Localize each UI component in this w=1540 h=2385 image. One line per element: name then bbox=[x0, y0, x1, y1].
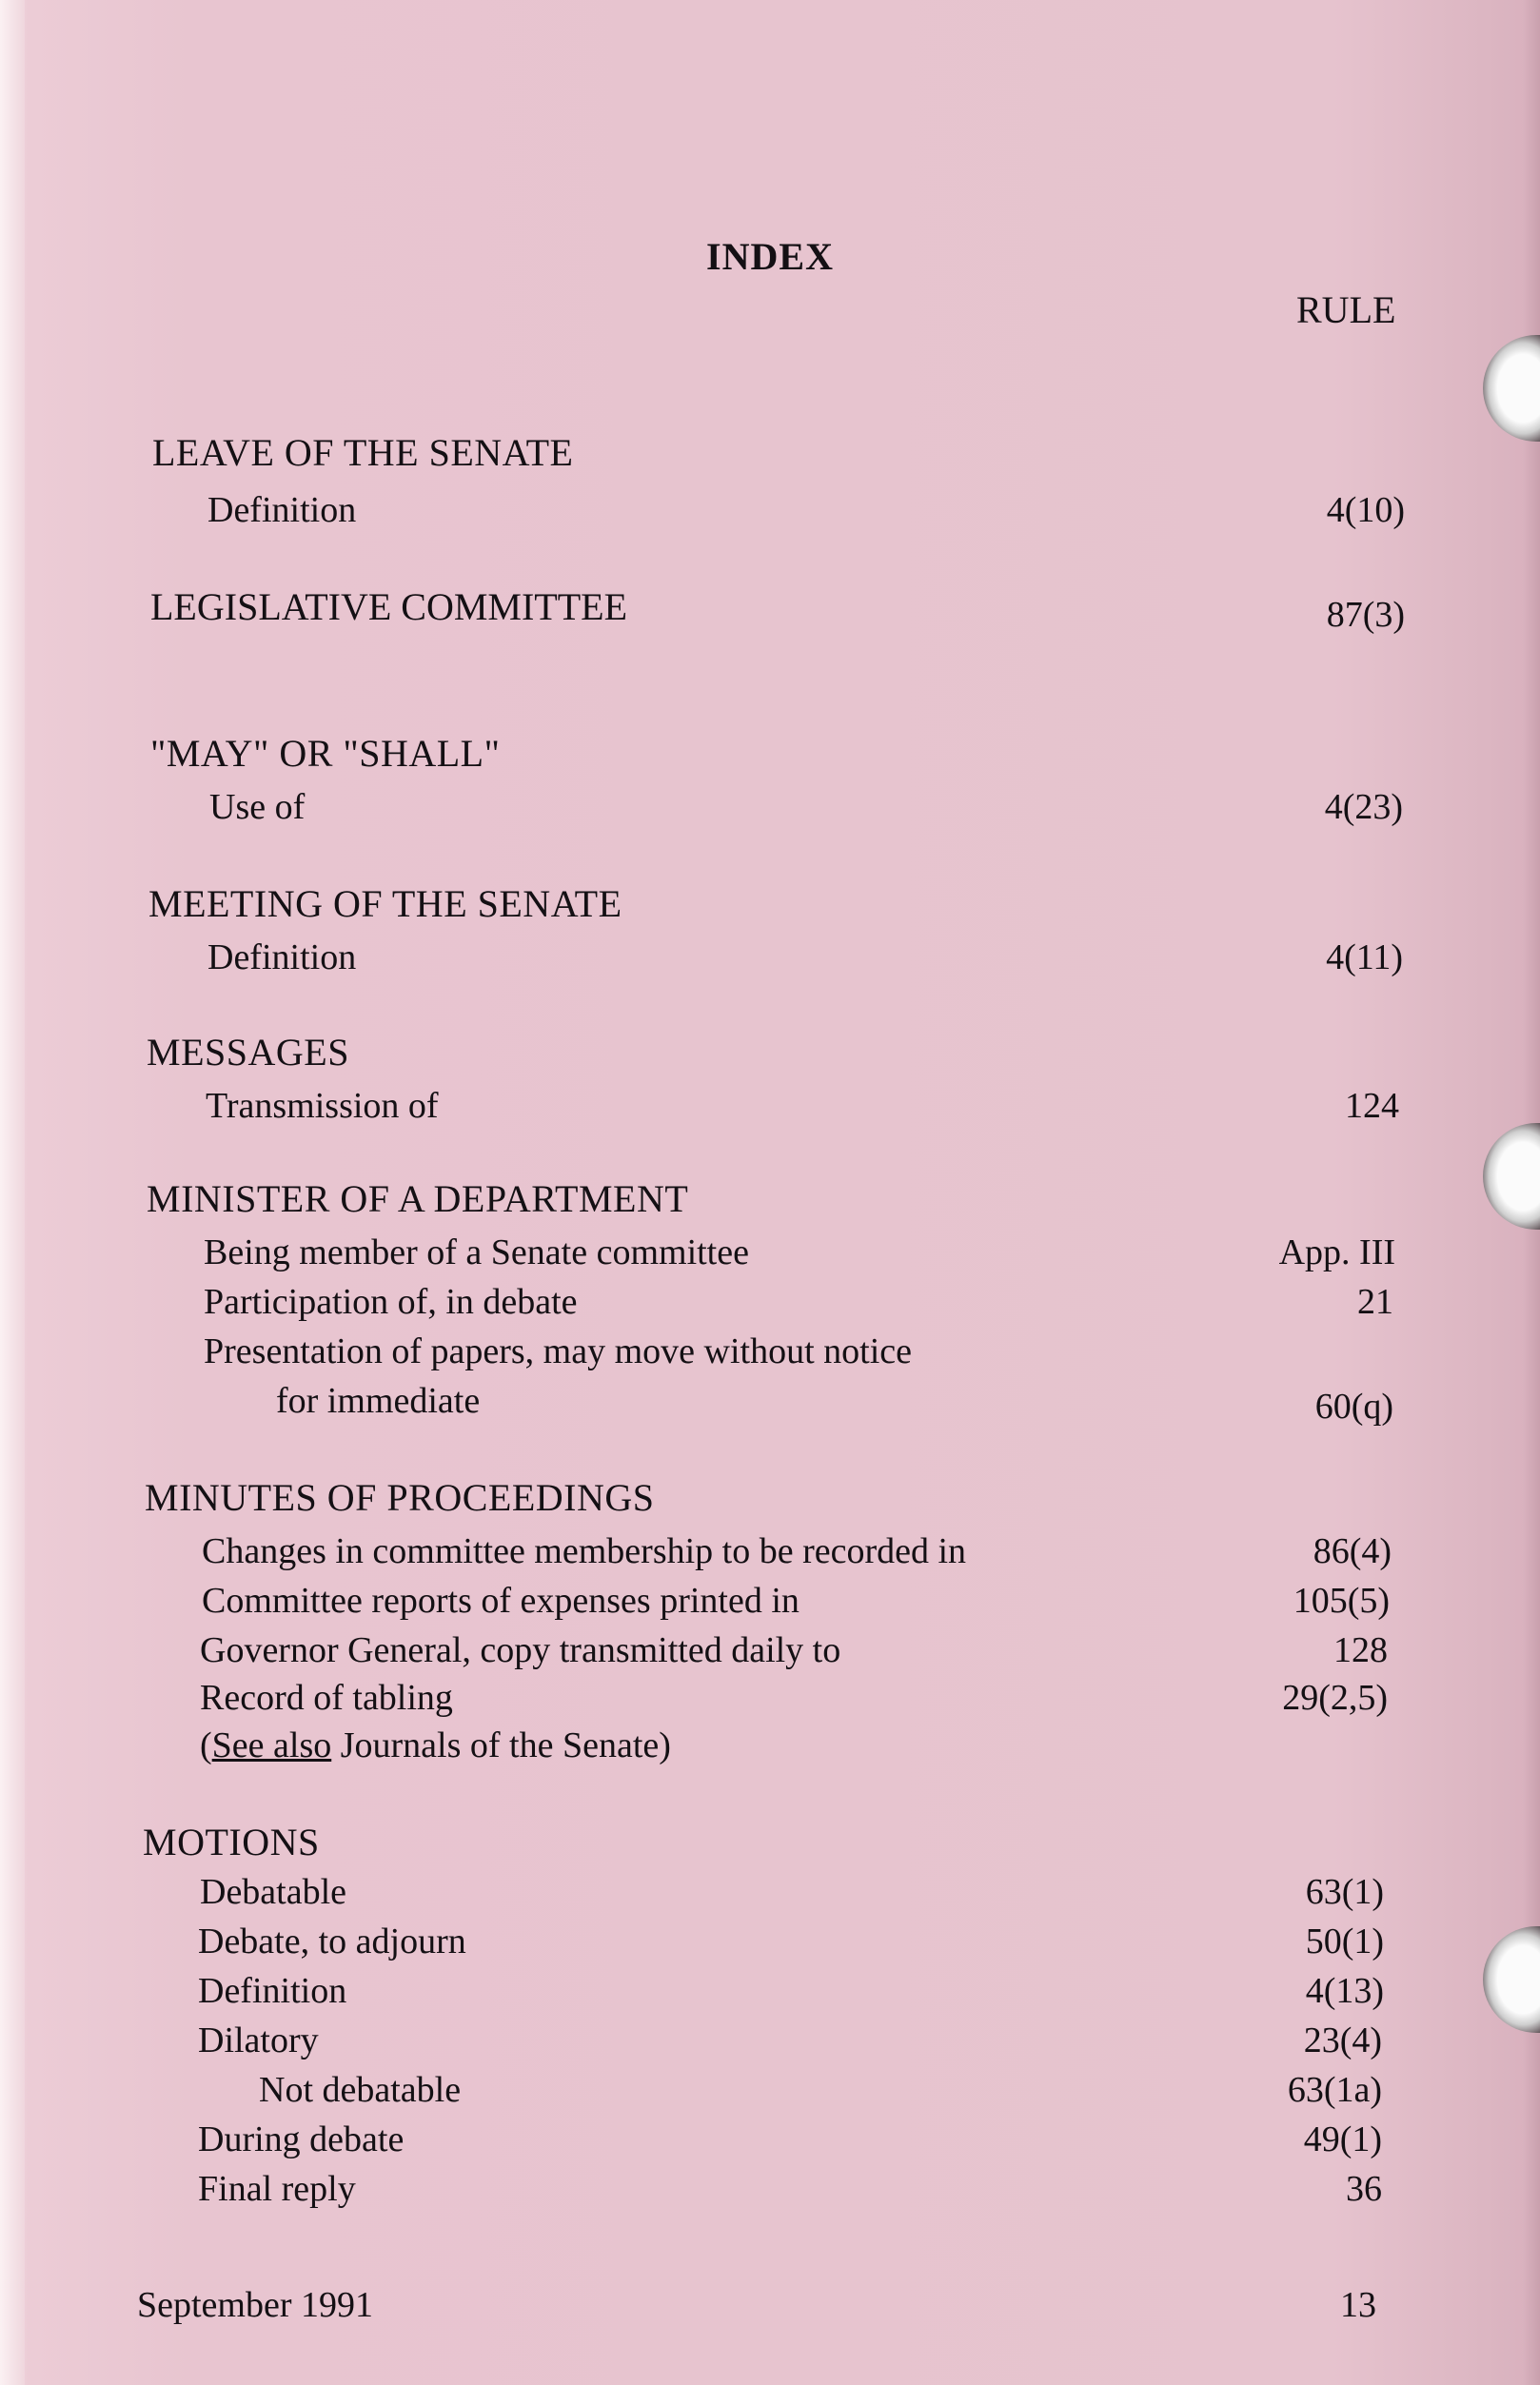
entry-text: Governor General, copy transmitted daily to bbox=[200, 1630, 841, 1670]
entry-rule: 4(13) bbox=[1305, 1971, 1384, 2011]
index-entry bbox=[200, 1626, 1388, 1675]
section-heading: MEETING OF THE SENATE bbox=[148, 882, 622, 925]
entry-rule: App. III bbox=[1278, 1232, 1395, 1272]
entry-text: Definition bbox=[198, 1971, 347, 2011]
index-entry bbox=[204, 1327, 1393, 1376]
entry-text bbox=[200, 1721, 671, 1770]
entry-rule: 105(5) bbox=[1293, 1581, 1390, 1621]
entry-rule: 60(q) bbox=[1314, 1387, 1393, 1427]
entry-rule: 21 bbox=[1357, 1282, 1393, 1322]
entry-text: Changes in committee membership to be recorded in bbox=[202, 1531, 967, 1571]
entry-text: Participation of, in debate bbox=[204, 1282, 578, 1322]
index-entry bbox=[209, 782, 1403, 832]
entry-rule: 63(1) bbox=[1305, 1872, 1384, 1912]
index-entry bbox=[207, 485, 1405, 535]
entry-rule: 63(1a) bbox=[1287, 2070, 1382, 2110]
index-entry bbox=[202, 1527, 1392, 1576]
entry-text: Definition bbox=[207, 937, 357, 977]
index-entry bbox=[198, 2016, 1382, 2065]
entry-rule: 36 bbox=[1346, 2169, 1382, 2209]
entry-rule: 50(1) bbox=[1305, 1922, 1384, 1961]
index-entry bbox=[207, 933, 1403, 982]
entry-text: Not debatable bbox=[259, 2070, 462, 2110]
section-heading: MINUTES OF PROCEEDINGS bbox=[145, 1476, 655, 1519]
entry-text: Transmission of bbox=[206, 1086, 439, 1126]
entry-text: Debate, to adjourn bbox=[198, 1922, 466, 1961]
rule-column-header: RULE bbox=[1296, 288, 1396, 331]
entry-rule: 4(23) bbox=[1324, 787, 1403, 827]
section-heading: LEGISLATIVE COMMITTEE bbox=[150, 585, 628, 628]
index-entry bbox=[206, 1081, 1399, 1131]
entry-rule: 87(3) bbox=[1326, 595, 1405, 635]
index-entry bbox=[204, 1228, 1395, 1277]
entry-rule: 29(2,5) bbox=[1282, 1678, 1388, 1718]
entry-text: Final reply bbox=[198, 2169, 356, 2209]
index-entry bbox=[200, 1867, 1384, 1917]
index-entry bbox=[198, 1966, 1384, 2016]
index-entry bbox=[276, 1376, 1393, 1426]
section-heading: MESSAGES bbox=[147, 1031, 349, 1074]
entry-text: Dilatory bbox=[198, 2020, 319, 2060]
index-entry bbox=[198, 2164, 1382, 2214]
entry-text: Being member of a Senate committee bbox=[204, 1232, 749, 1272]
page-number: 13 bbox=[1340, 2285, 1376, 2325]
index-entry-cross-reference bbox=[200, 1721, 1388, 1770]
index-entry bbox=[150, 582, 1405, 635]
cross-ref-suffix: Journals of the Senate) bbox=[331, 1725, 671, 1765]
index-entry bbox=[200, 1673, 1388, 1723]
page-title: INDEX bbox=[706, 235, 834, 278]
cross-ref-prefix: ( bbox=[200, 1725, 212, 1765]
entry-rule: 49(1) bbox=[1303, 2119, 1382, 2159]
entry-text: Presentation of papers, may move without notice bbox=[204, 1331, 912, 1371]
footer-date: September 1991 bbox=[137, 2285, 374, 2325]
entry-rule: 23(4) bbox=[1303, 2020, 1382, 2060]
section-heading: "MAY" OR "SHALL" bbox=[150, 732, 501, 775]
entry-text: Record of tabling bbox=[200, 1678, 453, 1718]
entry-text: Debatable bbox=[200, 1872, 347, 1912]
entry-text: Use of bbox=[209, 787, 306, 827]
entry-text: for immediate bbox=[276, 1381, 481, 1421]
index-entry bbox=[204, 1277, 1393, 1327]
section-heading: MOTIONS bbox=[143, 1821, 320, 1863]
entry-rule: 124 bbox=[1345, 1086, 1399, 1126]
entry-rule: 4(10) bbox=[1326, 490, 1405, 530]
entry-rule: 128 bbox=[1333, 1630, 1388, 1670]
section-heading: LEAVE OF THE SENATE bbox=[152, 431, 574, 474]
entry-text: Definition bbox=[207, 490, 357, 530]
index-entry bbox=[259, 2065, 1382, 2115]
entry-rule: 86(4) bbox=[1313, 1531, 1392, 1571]
see-also-label: See also bbox=[211, 1725, 332, 1765]
index-entry bbox=[198, 2115, 1382, 2164]
index-entry bbox=[198, 1917, 1384, 1966]
section-heading: MINISTER OF A DEPARTMENT bbox=[147, 1177, 689, 1220]
entry-rule: 4(11) bbox=[1326, 937, 1403, 977]
entry-text: Committee reports of expenses printed in bbox=[202, 1581, 800, 1621]
entry-text: During debate bbox=[198, 2119, 405, 2159]
index-entry bbox=[202, 1576, 1390, 1626]
